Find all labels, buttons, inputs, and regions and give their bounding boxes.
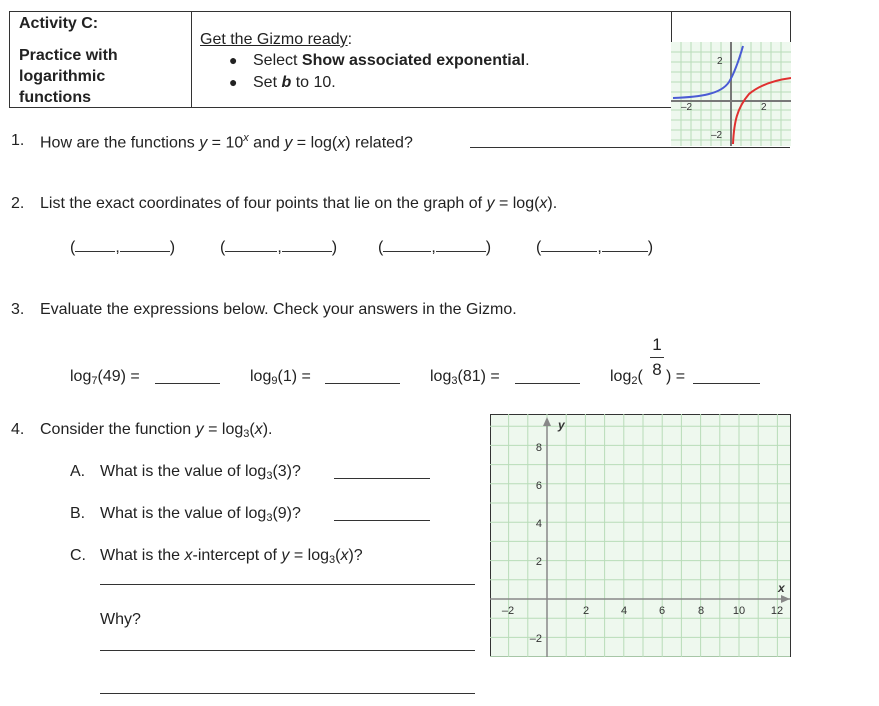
answer-line-log9-1[interactable] <box>325 383 400 384</box>
q4-number: 4. <box>11 421 25 438</box>
q4c-text: What is the x-intercept of $y = \log_3(x)$? <box>100 547 363 566</box>
fraction-denominator: 8 <box>652 360 662 379</box>
bullet-icon: ● <box>229 52 238 68</box>
q4b-text: What is the value of $\log_3(9)$? <box>100 505 301 524</box>
y-tick-label: –2 <box>529 633 542 645</box>
expression-log2-eighth: $\log_2$( <box>610 368 643 387</box>
q4a-text: What is the value of $\log_3(3)$? <box>100 463 301 482</box>
q1-text: How are the functions $y = 10^x$ and y = log(x) related? <box>40 132 413 152</box>
answer-line-log3-81[interactable] <box>515 383 580 384</box>
why-label: Why? <box>100 611 141 628</box>
expression-log9-1: $\log_9(1)$ = <box>250 368 311 387</box>
activity-title-cell <box>10 12 192 107</box>
q1-number: 1. <box>11 132 25 149</box>
instruction-step-1: Select Show associated exponential. <box>253 52 530 69</box>
q2-number: 2. <box>11 195 25 212</box>
activity-subtitle-line2: logarithmic <box>19 68 106 85</box>
thumbnail-tick-neg2: –2 <box>681 102 693 113</box>
q4b-label: B. <box>70 505 86 522</box>
q4b-answer-line[interactable] <box>334 520 430 521</box>
activity-subtitle-line1: Practice with <box>19 47 118 64</box>
thumbnail-tick-ybot: –2 <box>711 130 723 141</box>
q1-answer-line[interactable] <box>470 147 790 148</box>
coordinate-pair-3[interactable]: ( , ) <box>378 239 492 256</box>
answer-line-log7-49[interactable] <box>155 383 220 384</box>
fraction-numerator: 1 <box>652 335 662 354</box>
expression-log2-close: ) = <box>666 368 686 385</box>
expression-log7-49: $\log_7(49)$ = <box>70 368 140 387</box>
gizmo-instructions-cell <box>191 12 672 107</box>
activity-subtitle-line3: functions <box>19 89 91 106</box>
q4a-answer-line[interactable] <box>334 478 430 479</box>
q3-text: Evaluate the expressions below. Check your answers in the Gizmo. <box>40 301 517 318</box>
gizmo-ready-heading: Get the Gizmo ready: <box>200 31 353 48</box>
answer-line-log2-eighth[interactable] <box>693 383 760 384</box>
why-answer-line-1[interactable] <box>100 650 475 651</box>
coordinate-pair-2[interactable]: ( , ) <box>220 239 338 256</box>
thumbnail-tick-2: 2 <box>761 102 767 113</box>
y-tick-label: 2 <box>535 556 542 568</box>
q4c-label: C. <box>70 547 86 564</box>
graph-x-label: x <box>778 581 785 595</box>
q3-number: 3. <box>11 301 25 318</box>
q2-text: List the exact coordinates of four points that lie on the graph of y = log(x). <box>40 195 558 212</box>
x-tick-label: 2 <box>582 605 590 617</box>
q4-text: Consider the function $y = \log_3(x)$. <box>40 421 273 440</box>
y-tick-label: 8 <box>535 442 542 454</box>
instruction-step-2: Set b to 10. <box>253 74 336 91</box>
y-tick-label: 4 <box>535 518 542 530</box>
q4a-label: A. <box>70 463 86 480</box>
q4c-answer-line[interactable] <box>100 584 475 585</box>
coordinate-pair-1[interactable]: ( , ) <box>70 239 176 256</box>
graph-y-label: y <box>558 418 565 432</box>
x-tick-label: –2 <box>501 605 515 617</box>
bullet-icon: ● <box>229 74 238 90</box>
log-function-graph-grid[interactable] <box>490 414 791 657</box>
activity-title: Activity C: <box>19 15 99 32</box>
x-tick-label: 8 <box>697 605 705 617</box>
x-tick-label: 4 <box>620 605 628 617</box>
why-answer-line-2[interactable] <box>100 693 475 694</box>
gizmo-thumbnail-graph <box>671 42 791 146</box>
fraction-bar <box>650 357 664 358</box>
thumbnail-tick-ytop: 2 <box>717 56 723 67</box>
x-tick-label: 10 <box>732 605 746 617</box>
x-tick-label: 12 <box>770 605 784 617</box>
x-tick-label: 6 <box>658 605 666 617</box>
coordinate-pair-4[interactable]: ( , ) <box>536 239 654 256</box>
expression-log3-81: $\log_3(81)$ = <box>430 368 500 387</box>
y-tick-label: 6 <box>535 480 542 492</box>
